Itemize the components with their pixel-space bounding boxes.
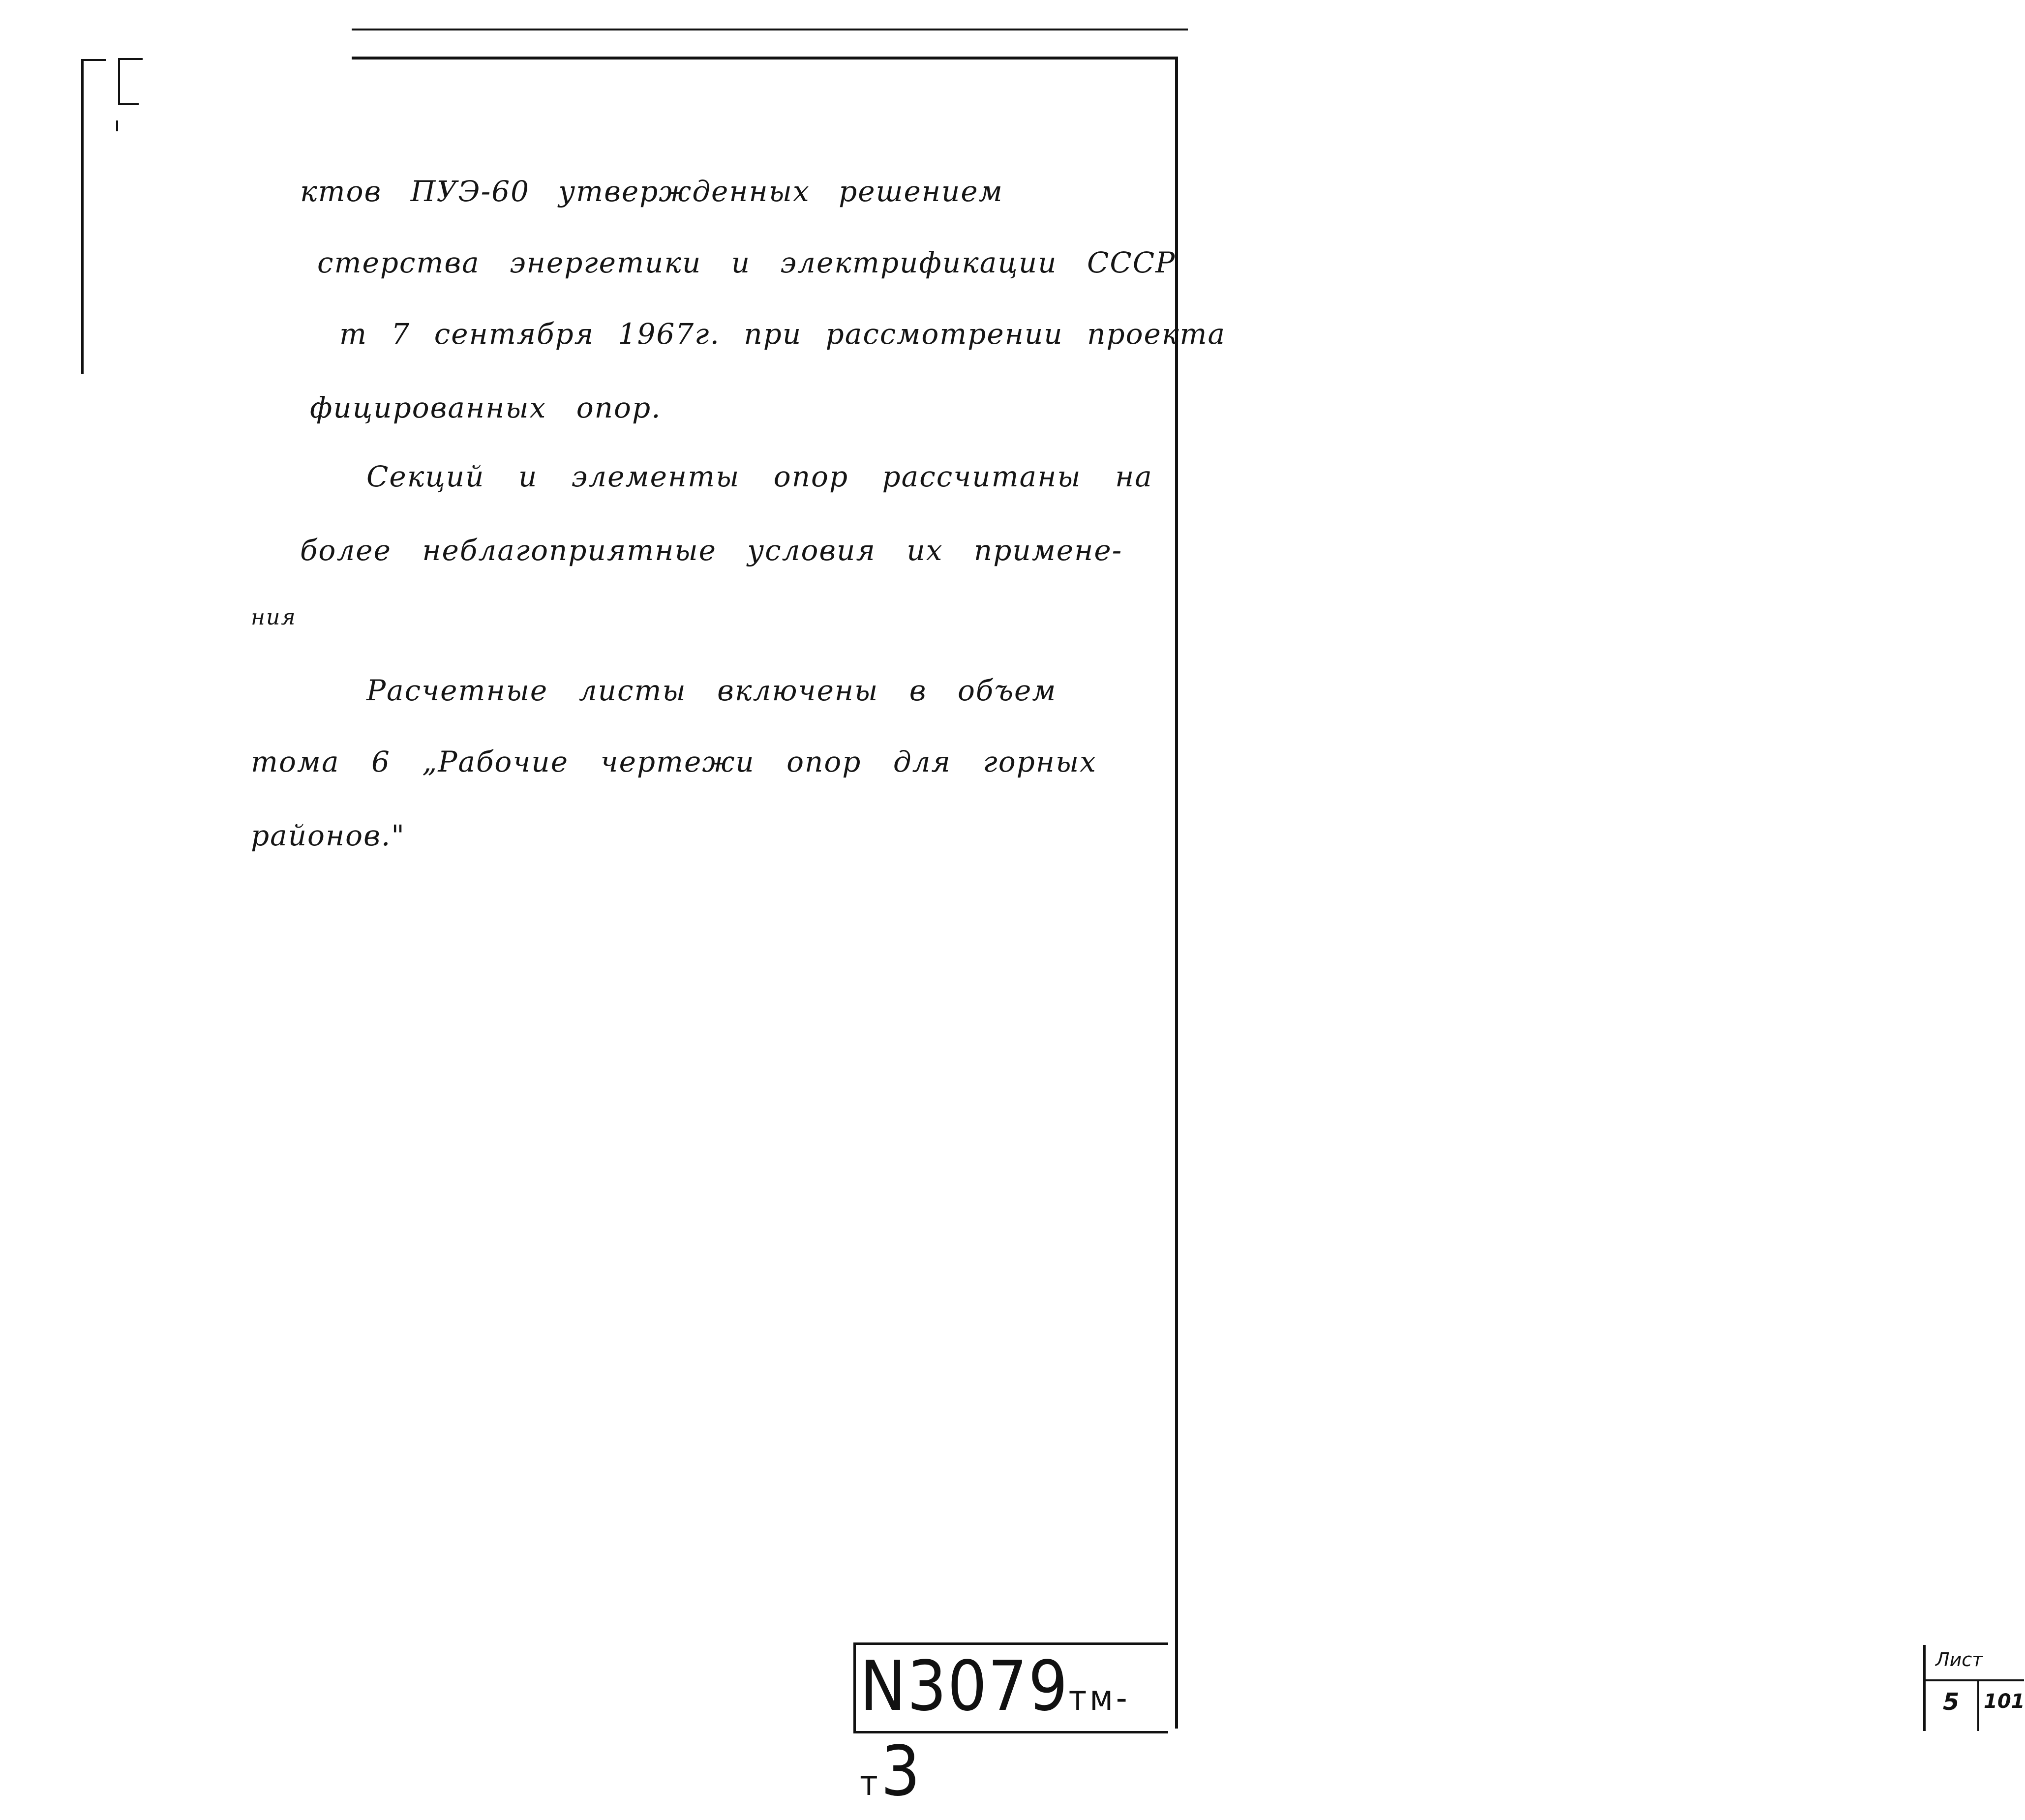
document-code <box>860 1646 1168 1820</box>
top-thin-rule <box>352 29 1188 30</box>
body-line-3: т 7 сентября 1967г. при рассмотрении проекта <box>339 317 1226 351</box>
sheet-box <box>1923 1645 2024 1731</box>
body-line-10: районов." <box>251 819 405 852</box>
sheet-divider <box>1926 1679 2024 1681</box>
body-line-8: Расчетные листы включены в объем <box>366 674 1057 707</box>
binding-mark-dot <box>116 120 118 131</box>
sheet-label: Лист <box>1935 1649 1983 1671</box>
body-line-6: более неблагоприятные условия их примене- <box>300 534 1123 567</box>
body-line-2: стерства энергетики и электрификации СССР <box>317 246 1176 279</box>
binding-mark-top <box>118 58 143 60</box>
top-frame-line <box>352 57 1178 60</box>
body-line-1: ктов ПУЭ-60 утвержденных решением <box>300 175 1003 208</box>
binding-mark-vertical <box>118 58 120 105</box>
left-margin-tick <box>81 59 106 61</box>
document-suffix: тм-т <box>860 1678 1130 1803</box>
body-line-5: Секций и элементы опор рассчитаны на <box>366 460 1153 493</box>
body-line-4: фицированных опор. <box>310 391 662 424</box>
sheet-column-divider <box>1977 1679 1979 1731</box>
document-tail: 3 <box>880 1731 921 1812</box>
document-number: N3079 <box>860 1646 1069 1727</box>
sheet-number: 5 <box>1943 1688 1960 1716</box>
body-line-9: тома 6 „Рабочие чертежи опор для горных <box>251 745 1097 778</box>
sheet-total: 101 <box>1984 1690 2025 1713</box>
left-margin-line <box>81 59 84 374</box>
right-frame-line <box>1175 57 1178 1729</box>
binding-mark-bottom <box>118 103 139 105</box>
title-block <box>853 1642 2025 1812</box>
body-line-7: ния <box>251 605 297 630</box>
